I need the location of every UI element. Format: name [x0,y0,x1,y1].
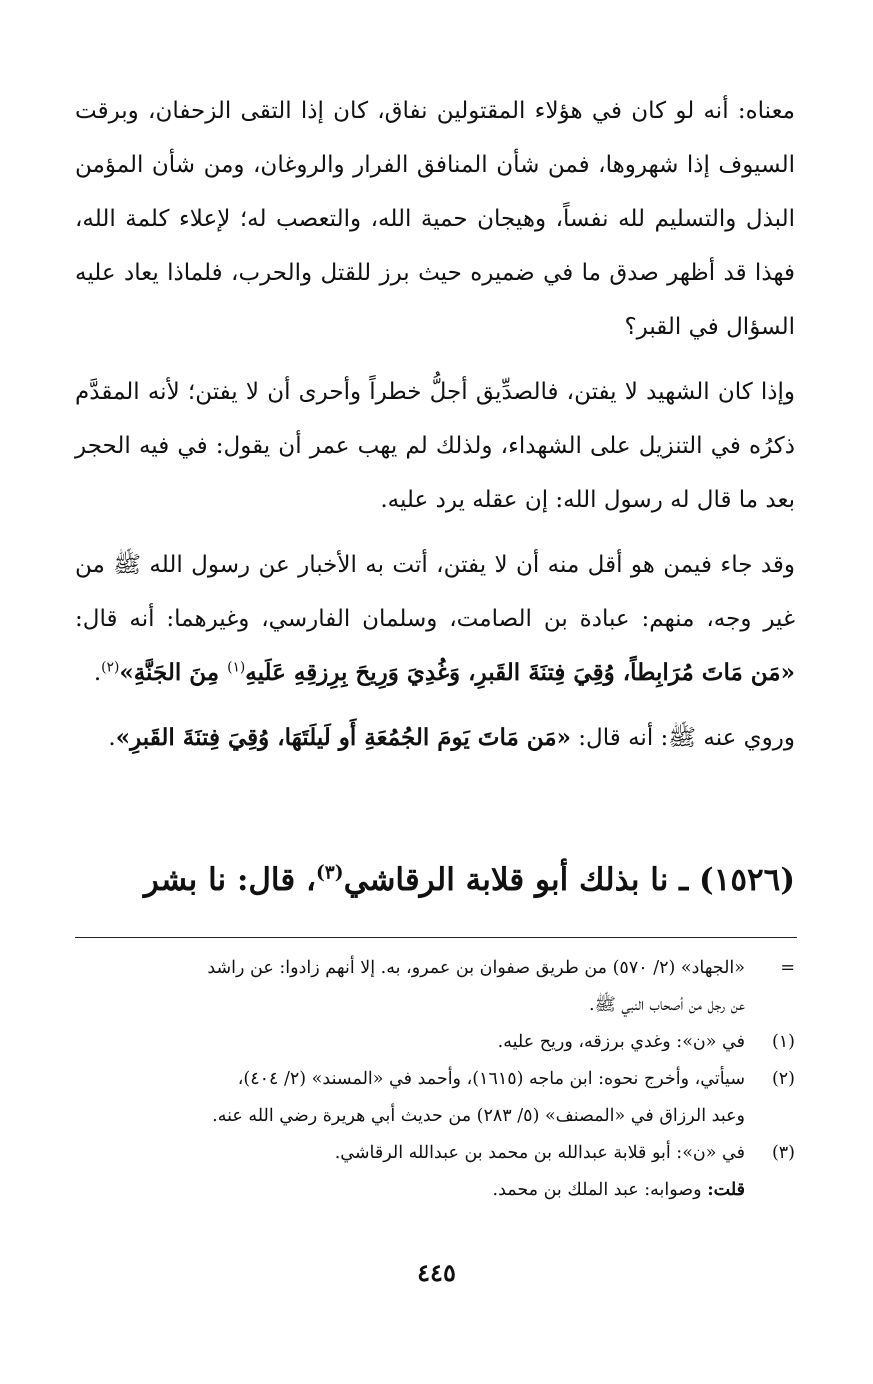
footnote-ref-3: (٣) [315,862,344,884]
footnote-ref-2: (٢) [101,659,120,676]
footnote-continuation [73,950,795,987]
paragraph-4 [75,711,795,765]
footnote-text: في «ن»: أبو قلابة عبدالله بن محمد بن عبدالله الرقاشي. [334,1143,745,1163]
footnote-mark: = [780,958,795,978]
footnote-3-line-2 [73,1172,795,1209]
hadith-heading [75,850,795,910]
footnote-text [73,1172,795,1209]
footnote-3 [73,1135,795,1172]
paragraph-2: وإذا كان الشهيد لا يفتن، فالصدِّيق أجلُّ خطراً وأحرى أن لا يفتن؛ لأنه المقدَّم ذكرُه في التنزيل على الشهداء، ولذلك لم يهب عمر أن يقول: في فيه الحجر بعد ما قال له رسول الله: إن عقله يرد عليه. [75,379,795,513]
footnote-label: قلت: [707,1180,745,1200]
footnote-text-part: وصوابه: عبد الملك بن محمد. [492,1180,708,1200]
paragraph-3-end: . [93,660,102,686]
footnote-mark: (١) [771,1032,795,1052]
hadith-quote-1a: «مَن مَاتَ مُرَابِطاً، وُقِيَ فِتنَةَ القَبرِ، وَغُدِيَ وَرِيحَ بِرِزقِهِ عَلَيهِ [245,659,795,686]
footnote-text: «الجهاد» (٢/ ٥٧٠) من طريق صفوان بن عمرو، به. إلا أنهم زادوا: عن راشد [207,958,745,978]
hadith-heading-text-a: (١٥٢٦) ـ نا بذلك أبو قلابة الرقاشي [343,862,795,898]
footnote-text: عن رجل من أصحاب النبي ﷺ. [589,995,745,1015]
footnote-1 [73,1024,795,1061]
footnote-divider [75,937,797,938]
paragraph-3-text: وقد جاء فيمن هو أقل منه أن لا يفتن، أتت به الأخبار عن رسول الله ﷺ من غير وجه، منهم: عبادة بن الصامت، وسلمان الفارسي، وغيرهما: أنه قال: [75,552,795,632]
footnote-text: وعبد الرزاق في «المصنف» (٥/ ٢٨٣) من حديث أبي هريرة رضي الله عنه. [212,1106,745,1126]
footnote-text: سيأتي، وأخرج نحوه: ابن ماجه (١٦١٥)، وأحمد في «المسند» (٢/ ٤٠٤)، [237,1069,745,1089]
footnote-ref-1: (١) [227,659,246,676]
paragraph-1: معناه: أنه لو كان في هؤلاء المقتولين نفاق، كان إذا التقى الزحفان، وبرقت السيوف إذا شهروها، فمن شأن المنافق الفرار والروغان، ومن شأن المؤمن البذل والتسليم لله نفساً، وهيجان حمية الله، والتعصب له؛ لإعلاء كلمة الله، فهذا قد أظهر صدق ما في ضميره حيث برز للقتل والحرب، فلماذا يعاد عليه السؤال في القبر؟ [75,98,795,340]
footnotes [73,950,795,1209]
hadith-heading-text-b: ، قال: نا بشر [143,862,316,898]
footnote-2 [73,1061,795,1098]
paragraph-3 [75,538,795,700]
footnote-text: في «ن»: وغدي برزقه، وريح عليه. [497,1032,745,1052]
footnote-mark: (٣) [771,1143,795,1163]
footnote-continuation-line [73,987,795,1024]
footnote-2-line-2 [73,1098,795,1135]
page-number: ٤٤٥ [417,1258,456,1287]
footnote-mark: (٢) [771,1069,795,1089]
paragraph-4-end: . [108,725,116,751]
hadith-quote-2: «مَن مَاتَ يَومَ الجُمُعَةِ أَو لَيلَتَهَا، وُقِيَ فِتنَةَ القَبرِ» [115,724,571,751]
hadith-quote-1b: مِنَ الجَنَّةِ» [119,659,228,686]
main-text [75,84,795,776]
paragraph-4-text: وروي عنه ﷺ: أنه قال: [571,725,795,751]
